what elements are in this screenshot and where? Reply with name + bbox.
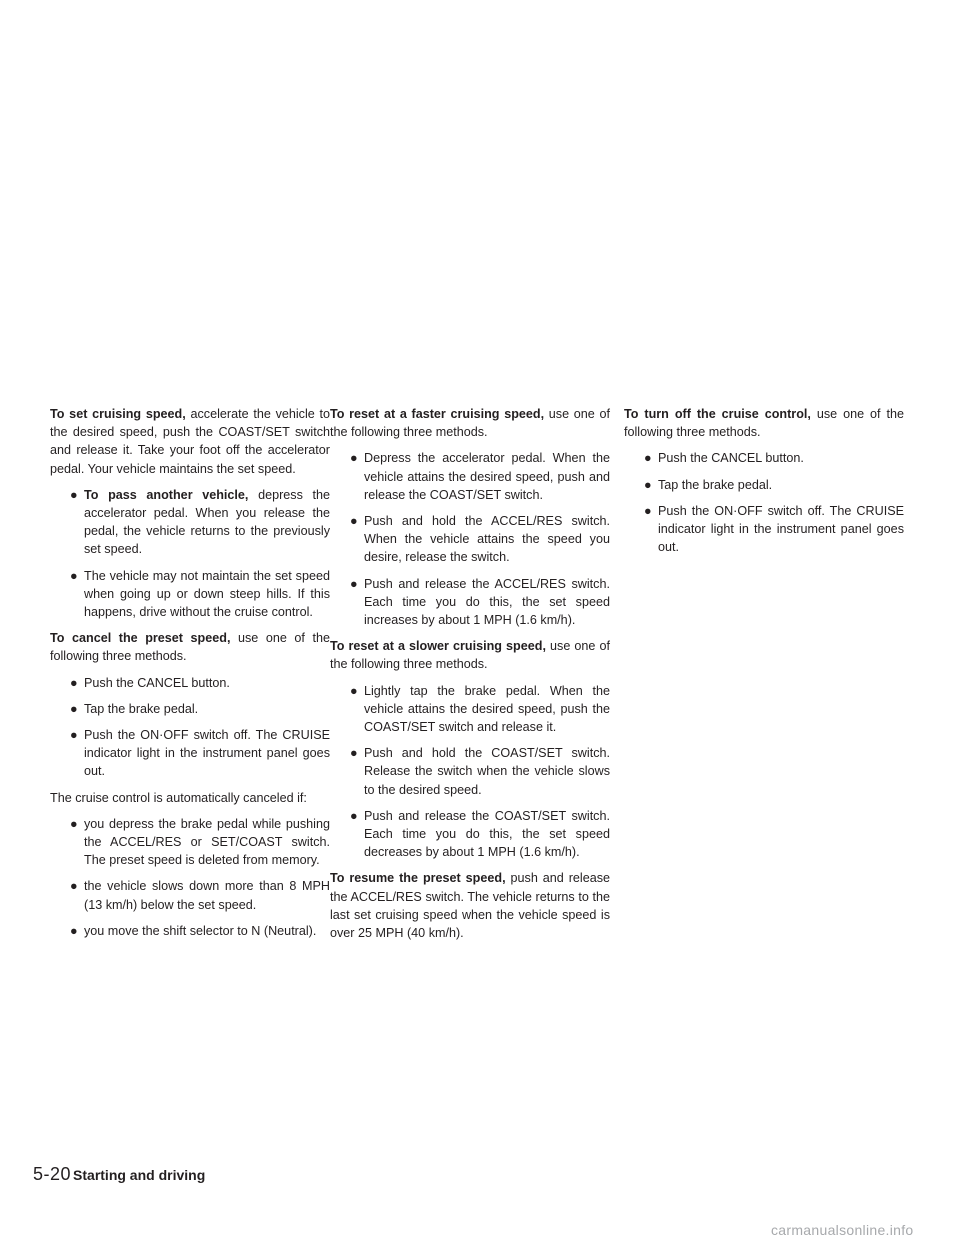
bullet-icon: ● bbox=[70, 568, 78, 583]
bullet-icon: ● bbox=[350, 746, 358, 761]
bullet-icon: ● bbox=[644, 503, 652, 518]
paragraph-text: use one of the following three methods. bbox=[330, 639, 610, 672]
bullet-icon: ● bbox=[70, 879, 78, 894]
list-item bbox=[50, 877, 330, 913]
list-item bbox=[50, 567, 330, 622]
bullet-icon: ● bbox=[70, 701, 78, 716]
section-title: Starting and driving bbox=[73, 1167, 206, 1183]
list-item-text: you move the shift selector to N (Neutral). bbox=[84, 923, 317, 938]
list-item-text: Push and hold the ACCEL/RES switch. When the vehicle attains the speed you desire, release the switch. bbox=[364, 514, 610, 565]
text-column-2 bbox=[330, 405, 610, 950]
list-item-text: the vehicle slows down more than 8 MPH (13 km/h) below the set speed. bbox=[84, 879, 330, 912]
paragraph-text: The cruise control is automatically canceled if: bbox=[50, 790, 307, 805]
list-item bbox=[330, 682, 610, 737]
paragraph-text: use one of the following three methods. bbox=[330, 407, 610, 440]
bullet-list bbox=[50, 486, 330, 621]
list-item bbox=[330, 512, 610, 567]
list-item-text: Tap the brake pedal. bbox=[658, 477, 773, 492]
list-item-text: The vehicle may not maintain the set speed when going up or down steep hills. If this happens, drive without the cruise control. bbox=[84, 568, 330, 620]
list-item bbox=[330, 449, 610, 504]
paragraph bbox=[624, 405, 904, 441]
paragraph bbox=[330, 869, 610, 942]
list-item bbox=[330, 575, 610, 630]
paragraph bbox=[330, 637, 610, 673]
list-item-text: Depress the accelerator pedal. When the vehicle attains the desired speed, push and release the COAST/SET switch. bbox=[364, 451, 610, 502]
bullet-list bbox=[624, 449, 904, 556]
bullet-icon: ● bbox=[350, 808, 358, 823]
list-item-text: Push the CANCEL button. bbox=[84, 675, 230, 690]
paragraph bbox=[50, 629, 330, 665]
text-column-1 bbox=[50, 405, 330, 948]
paragraph-text: use one of the following three methods. bbox=[50, 631, 330, 664]
paragraph-lead: To turn off the cruise control, bbox=[624, 407, 811, 421]
page-number: 5-20 bbox=[33, 1164, 72, 1184]
paragraph-text: push and release the ACCEL/RES switch. The vehicle returns to the last set cruising speed when the vehicle speed is over 25 MPH (40 km/h). bbox=[330, 871, 611, 941]
paragraph-lead: To reset at a faster cruising speed, bbox=[330, 407, 545, 421]
paragraph-text: accelerate the vehicle to the desired speed, push the COAST/SET switch and release it. Take your foot off the accelerator pedal. Your vehicle maintains the set speed. bbox=[50, 407, 331, 476]
bullet-icon: ● bbox=[350, 451, 358, 466]
list-item bbox=[50, 726, 330, 781]
paragraph-lead: To reset at a slower cruising speed, bbox=[330, 639, 546, 654]
bullet-icon: ● bbox=[350, 514, 358, 529]
list-item bbox=[624, 476, 904, 494]
paragraph bbox=[330, 405, 610, 441]
paragraph bbox=[50, 789, 330, 807]
bullet-list bbox=[50, 815, 330, 940]
list-item bbox=[330, 744, 610, 799]
list-item-text: Tap the brake pedal. bbox=[84, 701, 199, 716]
list-item bbox=[624, 502, 904, 557]
bullet-icon: ● bbox=[350, 576, 358, 591]
bullet-icon: ● bbox=[644, 477, 652, 492]
bullet-icon: ● bbox=[70, 675, 78, 690]
paragraph-lead: To cancel the preset speed, bbox=[50, 631, 231, 646]
list-item-text: Push and release the ACCEL/RES switch. Each time you do this, the set speed increases by about 1 MPH (1.6 km/h). bbox=[364, 576, 610, 628]
watermark-text: carmanualsonline.info bbox=[771, 1222, 914, 1238]
page-footer bbox=[33, 1164, 205, 1185]
list-item-text: you depress the brake pedal while pushing the ACCEL/RES or SET/COAST switch. The preset speed is deleted from memory. bbox=[84, 816, 330, 868]
bullet-icon: ● bbox=[350, 683, 358, 698]
bullet-list bbox=[330, 449, 610, 629]
list-item-text: Push and hold the COAST/SET switch. Release the switch when the vehicle slows to the desired speed. bbox=[364, 746, 610, 797]
bullet-list bbox=[330, 682, 610, 862]
list-item-text: Push the ON·OFF switch off. The CRUISE indicator light in the instrument panel goes out. bbox=[658, 503, 904, 555]
list-item bbox=[50, 700, 330, 718]
paragraph-text: use one of the following three methods. bbox=[624, 407, 904, 440]
list-item-text: depress the accelerator pedal. When you release the pedal, the vehicle returns to the previously set speed. bbox=[84, 487, 331, 557]
text-column-3 bbox=[624, 405, 904, 564]
list-item bbox=[50, 674, 330, 692]
list-item-text: Lightly tap the brake pedal. When the vehicle attains the desired speed, push the COAST/SET switch and release it. bbox=[364, 683, 610, 735]
list-item-text: Push the CANCEL button. bbox=[658, 451, 804, 466]
paragraph bbox=[50, 405, 330, 478]
bullet-list bbox=[50, 674, 330, 781]
list-item bbox=[50, 922, 330, 940]
list-item bbox=[330, 807, 610, 862]
list-item-text: Push and release the COAST/SET switch. Each time you do this, the set speed decreases by about 1 MPH (1.6 km/h). bbox=[364, 808, 610, 860]
list-item-text: Push the ON·OFF switch off. The CRUISE indicator light in the instrument panel goes out. bbox=[84, 728, 330, 779]
list-item bbox=[50, 486, 330, 559]
paragraph-lead: To set cruising speed, bbox=[50, 407, 186, 421]
list-item-lead: To pass another vehicle, bbox=[84, 487, 249, 502]
bullet-icon: ● bbox=[70, 923, 78, 938]
bullet-icon: ● bbox=[644, 451, 652, 466]
paragraph-lead: To resume the preset speed, bbox=[330, 871, 506, 886]
bullet-icon: ● bbox=[70, 816, 78, 831]
bullet-icon: ● bbox=[70, 487, 78, 502]
bullet-icon: ● bbox=[70, 728, 78, 743]
list-item bbox=[624, 449, 904, 467]
list-item bbox=[50, 815, 330, 870]
